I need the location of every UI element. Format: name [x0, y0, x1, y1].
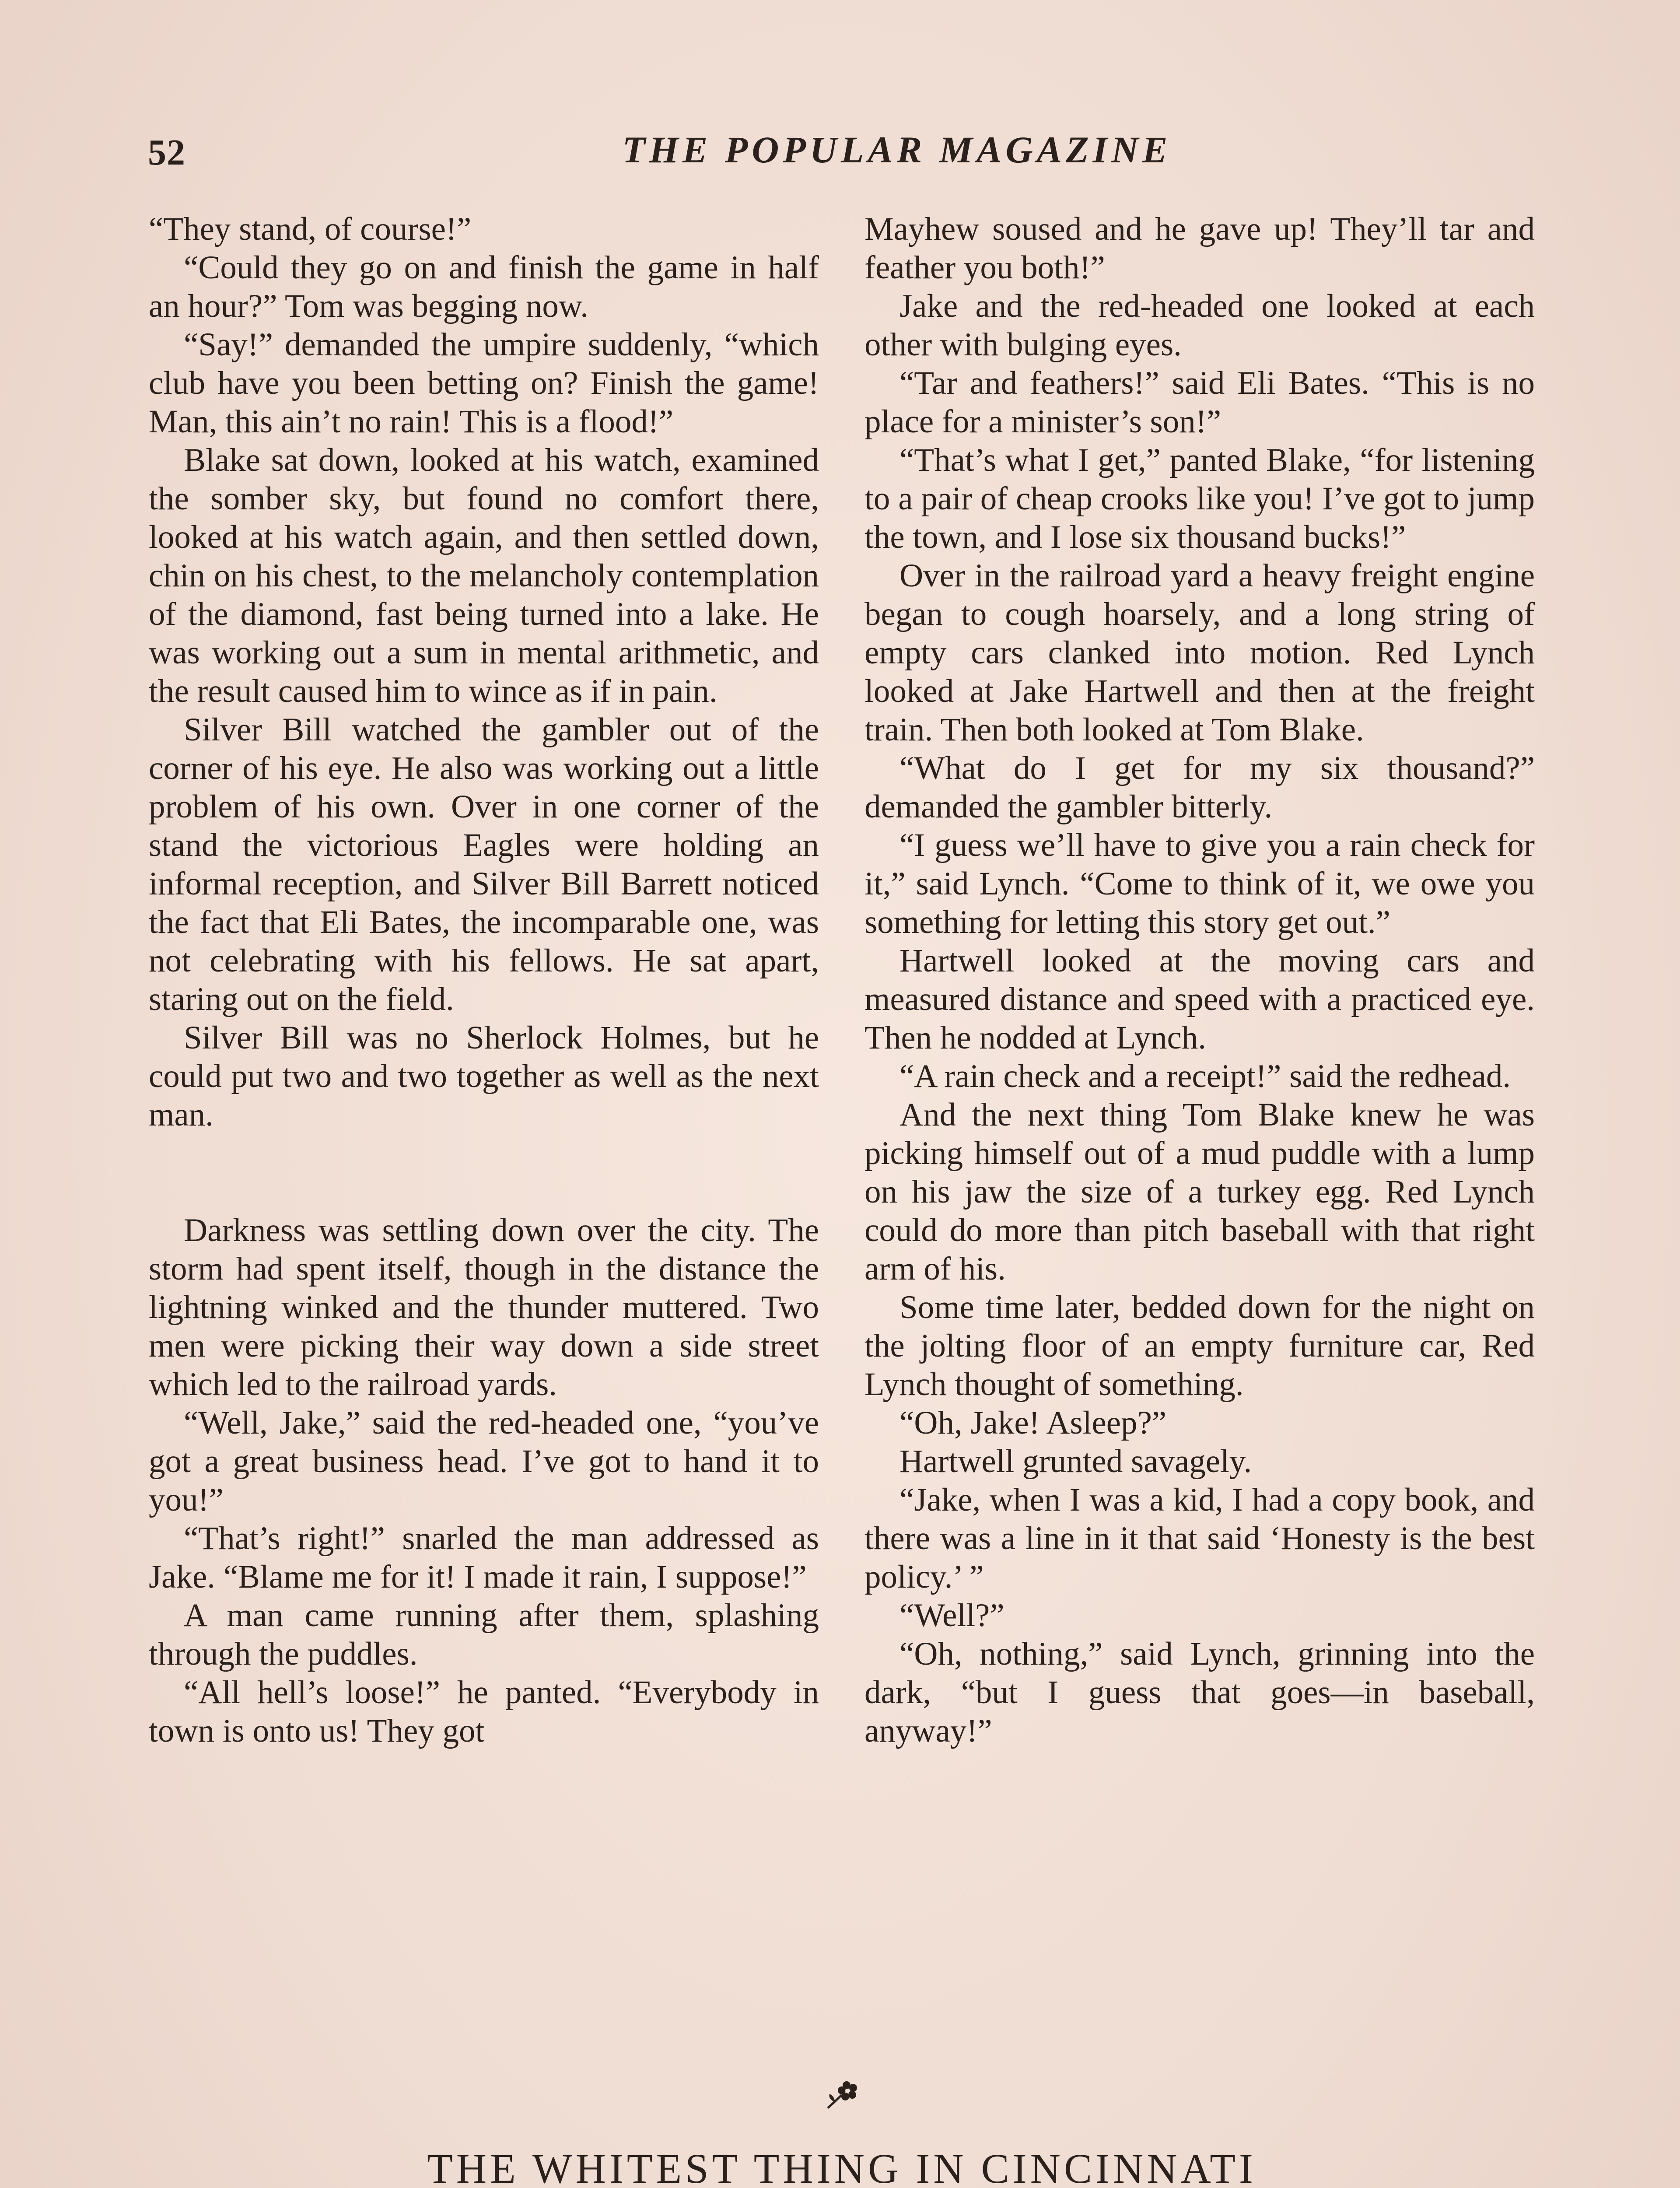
paragraph: Silver Bill watched the gambler out of the corner of his eye. He also was working out a little problem of his own. Over in one corner of the stand the victorious Eagles were holding an informal reception, and Silver Bill Barrett noticed the fact that Eli Bates, the incomparable one, was not celebrating with his fellows. He sat apart, staring out on the field.	[149, 712, 819, 1017]
paragraph: Some time later, bedded down for the night on the jolting floor of an empty furniture car, Red Lynch thought of something.	[864, 1289, 1535, 1403]
paragraph: “A rain check and a receipt!” said the redhead.	[900, 1058, 1511, 1094]
paragraph: “That’s right!” snarled the man addressed as Jake. “Blame me for it! I made it rain, I suppose!”	[149, 1520, 819, 1595]
paragraph: “Say!” demanded the umpire suddenly, “which club have you been betting on? Finish the game! Man, this ain’t no rain! This is a flood!”	[149, 326, 819, 440]
paragraph: Over in the railroad yard a heavy freight engine began to cough hoarsely, and a long string of empty cars clanked into motion. Red Lynch looked at Jake Hartwell and then at the freight train. Then both looked at Tom Blake.	[864, 558, 1535, 748]
paragraph: “Tar and feathers!” said Eli Bates. “This is no place for a minister’s son!”	[864, 365, 1535, 440]
paragraph: “They stand, of course!”	[149, 211, 472, 247]
flower-ornament-icon	[822, 2072, 862, 2111]
paragraph: And the next thing Tom Blake knew he was picking himself out of a mud puddle with a lump on his jaw the size of a turkey egg. Red Lynch could do more than pitch baseball with that right arm of his.	[864, 1097, 1535, 1287]
paragraph: “Oh, nothing,” said Lynch, grinning into the dark, “but I guess that goes—in baseball, anyway!”	[864, 1636, 1535, 1749]
paragraph: Darkness was settling down over the city. The storm had spent itself, though in the distance the lightning winked and the thunder muttered. Two men were picking their way down a side street which led to the railroad yards.	[149, 1212, 819, 1403]
paragraph: “What do I get for my six thousand?” demanded the gambler bitterly.	[864, 750, 1535, 825]
paragraph: “I guess we’ll have to give you a rain check for it,” said Lynch. “Come to think of it, we owe you something for letting this story get out.”	[864, 827, 1535, 940]
paragraph: Blake sat down, looked at his watch, examined the somber sky, but found no comfort there, looked at his watch again, and then settled down, chin on his chest, to the melancholy contemplation of the diamond, fast being turned into a lake. He was working out a sum in mental arithmetic, and the result caused him to wince as if in pain.	[149, 442, 819, 709]
article-headline: THE WHITEST THING IN CINCINNATI	[427, 2145, 1256, 2188]
paragraph: “That’s what I get,” panted Blake, “for listening to a pair of cheap crooks like you! I’ve got to jump the town, and I lose six thousand bucks!”	[864, 442, 1535, 555]
paragraph: Mayhew soused and he gave up! They’ll tar and feather you both!”	[864, 211, 1535, 286]
paragraph: “Oh, Jake! Asleep?”	[900, 1405, 1167, 1441]
page-number: 52	[148, 132, 186, 173]
paragraph: “Well, Jake,” said the red-headed one, “you’ve got a great business head. I’ve got to hand it to you!”	[149, 1405, 819, 1518]
paragraph: “Jake, when I was a kid, I had a copy book, and there was a line in it that said ‘Honesty is the best policy.’ ”	[864, 1482, 1535, 1595]
section-break	[149, 1173, 819, 1211]
paragraph: Hartwell grunted savagely.	[900, 1443, 1252, 1480]
paragraph: “Well?”	[900, 1597, 1004, 1634]
section-break	[149, 1134, 819, 1173]
paragraph: Hartwell looked at the moving cars and measured distance and speed with a practiced eye. Then he nodded at Lynch.	[864, 943, 1535, 1056]
paragraph: “All hell’s loose!” he panted. “Everybody in town is onto us! They got	[149, 1674, 819, 1749]
running-head: THE POPULAR MAGAZINE	[622, 129, 1172, 171]
right-column	[864, 210, 1535, 1750]
paragraph: Jake and the red-headed one looked at each other with bulging eyes.	[864, 288, 1535, 363]
paragraph: “Could they go on and finish the game in half an hour?” Tom was begging now.	[149, 249, 819, 324]
paragraph: Silver Bill was no Sherlock Holmes, but he could put two and two together as well as the next man.	[149, 1020, 819, 1133]
paragraph: A man came running after them, splashing through the puddles.	[149, 1597, 819, 1672]
left-column	[149, 210, 819, 1750]
